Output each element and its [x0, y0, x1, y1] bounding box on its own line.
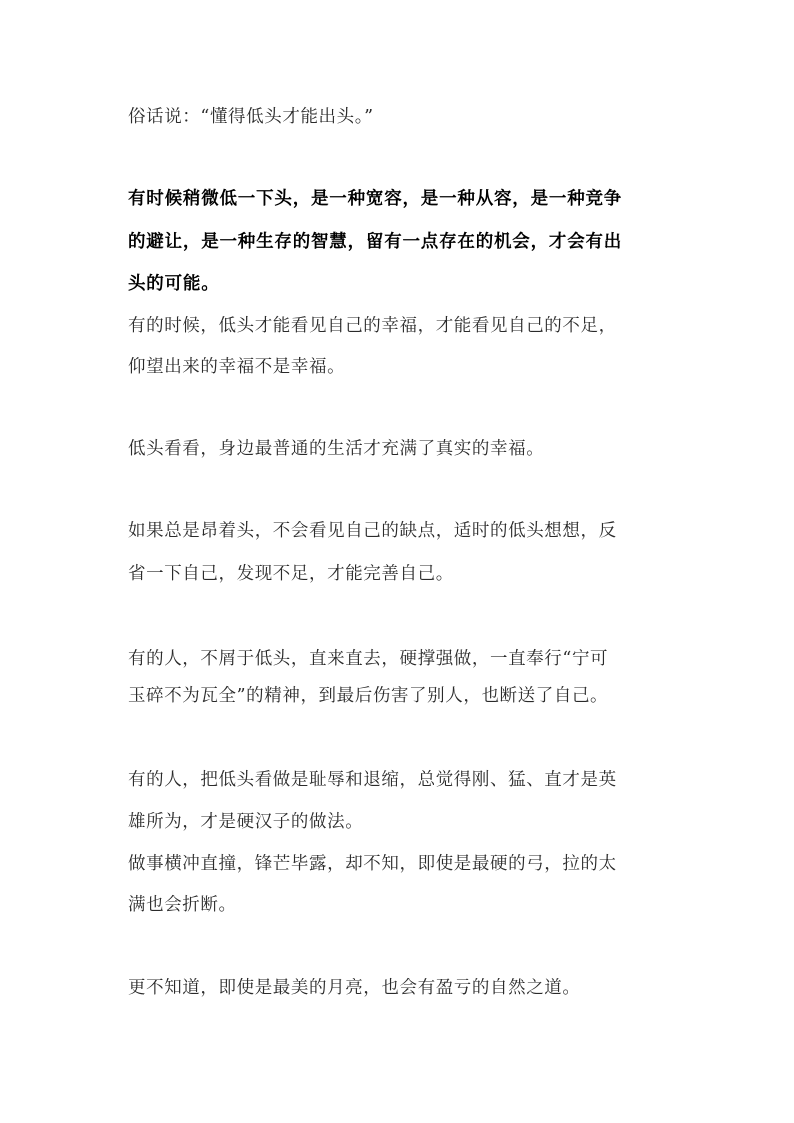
paragraph-7-line-1: 更不知道，即使是最美的月亮，也会有盈亏的自然之道。 — [128, 978, 581, 998]
paragraph-5-line-2: 雄所为，才是硬汉子的做法。 — [128, 812, 364, 832]
paragraph-1-line-2: 仰望出来的幸福不是幸福。 — [128, 357, 346, 377]
emphasis-line-2: 的避让，是一种生存的智慧，留有一点存在的机会，才会有出 — [128, 232, 623, 252]
paragraph-1-line-1: 有的时候，低头才能看见自己的幸福，才能看见自己的不足， — [128, 316, 617, 336]
emphasis-line-3: 头的可能。 — [128, 274, 220, 294]
paragraph-4-line-2: 玉碎不为瓦全”的精神，到最后伤害了别人，也断送了自己。 — [128, 686, 609, 706]
paragraph-3-line-2: 省一下自己，发现不足，才能完善自己。 — [128, 564, 454, 584]
intro-proverb: 俗话说：“懂得低头才能出头。” — [128, 107, 374, 127]
paragraph-4-line-1: 有的人，不屑于低头，直来直去，硬撑强做，一直奉行“宁可 — [128, 649, 609, 669]
paragraph-6-line-1: 做事横冲直撞，锋芒毕露，却不知，即使是最硬的弓，拉的太 — [128, 854, 617, 874]
paragraph-2-line-1: 低头看看，身边最普通的生活才充满了真实的幸福。 — [128, 439, 545, 459]
paragraph-3-line-1: 如果总是昂着头，不会看见自己的缺点，适时的低头想想，反 — [128, 521, 617, 541]
paragraph-6-line-2: 满也会折断。 — [128, 895, 237, 915]
emphasis-line-1: 有时候稍微低一下头，是一种宽容，是一种从容，是一种竞争 — [128, 189, 623, 209]
paragraph-5-line-1: 有的人，把低头看做是耻辱和退缩，总觉得刚、猛、直才是英 — [128, 770, 617, 790]
